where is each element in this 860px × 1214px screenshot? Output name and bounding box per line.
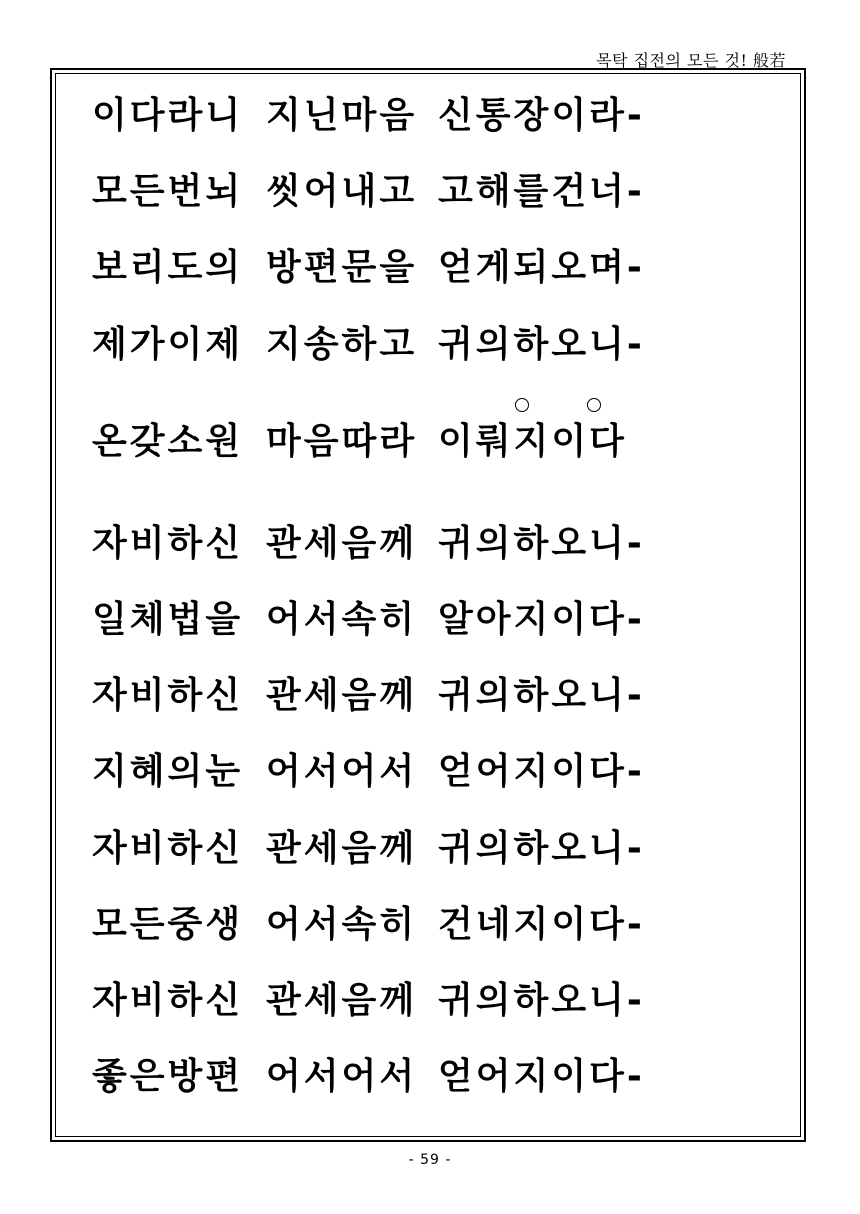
verse-phrase: 건네지이다- — [438, 904, 645, 945]
verse-phrase: 귀의하오니- — [438, 523, 645, 564]
verse-line — [92, 91, 652, 141]
verse-phrase: 얻어지이다- — [438, 751, 645, 792]
verse-phrase: 모든번뇌 — [92, 171, 244, 212]
verse-phrase: 이뤄지이다 — [438, 421, 627, 462]
verse-phrase: 고해를건너- — [438, 171, 645, 212]
verse-line — [92, 900, 652, 950]
verse-phrase: 방편문을 — [266, 247, 418, 288]
verse-line — [92, 519, 652, 569]
verse-phrase: 어서속히 — [266, 599, 418, 640]
verse-phrase: 어서속히 — [266, 904, 418, 945]
verse-phrase: 귀의하오니- — [438, 324, 645, 365]
verse-phrase: 좋은방편 — [92, 1056, 244, 1097]
verse-phrase: 신통장이라- — [438, 95, 645, 136]
verse-phrase: 지송하고 — [266, 324, 418, 365]
verse-line — [92, 747, 652, 797]
verse-line — [92, 320, 652, 370]
verse-phrase: 지혜의눈 — [92, 751, 244, 792]
verse-phrase: 어서어서 — [266, 751, 418, 792]
verse-phrase: 이다라니 — [92, 95, 244, 136]
verse-line — [92, 976, 652, 1026]
verse-phrase: 관세음께 — [266, 828, 418, 869]
verse-phrase: 제가이제 — [92, 324, 244, 365]
verse-phrase: 일체법을 — [92, 599, 244, 640]
verse-line — [92, 824, 652, 874]
verse-line — [92, 595, 652, 645]
verse-phrase: 관세음께 — [266, 523, 418, 564]
verse-phrase: 귀의하오니- — [438, 980, 645, 1021]
verse-phrase: 관세음께 — [266, 980, 418, 1021]
verse-phrase: 모든중생 — [92, 904, 244, 945]
verse-phrase: 자비하신 — [92, 828, 244, 869]
verse-phrase: 어서어서 — [266, 1056, 418, 1097]
verse-phrase: 보리도의 — [92, 247, 244, 288]
verse-line — [92, 1052, 652, 1102]
verse-line — [92, 167, 652, 217]
verse-line — [92, 417, 652, 467]
verse-phrase: 얻어지이다- — [438, 1056, 645, 1097]
verse-phrase: 알아지이다- — [438, 599, 645, 640]
verse-phrase: 얻게되오며- — [438, 247, 645, 288]
verse-line — [92, 243, 652, 293]
page-number: - 59 - — [408, 1152, 452, 1168]
circle-mark-icon — [587, 398, 601, 412]
verse-phrase: 지닌마음 — [266, 95, 418, 136]
verse-phrase: 자비하신 — [92, 675, 244, 716]
circle-mark-icon — [515, 398, 529, 412]
verse-phrase: 귀의하오니- — [438, 675, 645, 716]
verse-phrase: 귀의하오니- — [438, 828, 645, 869]
verse-phrase: 온갖소원 — [92, 421, 244, 462]
verse-phrase: 마음따라 — [266, 421, 418, 462]
verse-phrase: 관세음께 — [266, 675, 418, 716]
verse-line — [92, 671, 652, 721]
verse-phrase: 씻어내고 — [266, 171, 418, 212]
verse-phrase: 자비하신 — [92, 523, 244, 564]
verse-phrase: 자비하신 — [92, 980, 244, 1021]
running-header: 목탁 집전의 모든 것! 般若 — [596, 51, 786, 70]
